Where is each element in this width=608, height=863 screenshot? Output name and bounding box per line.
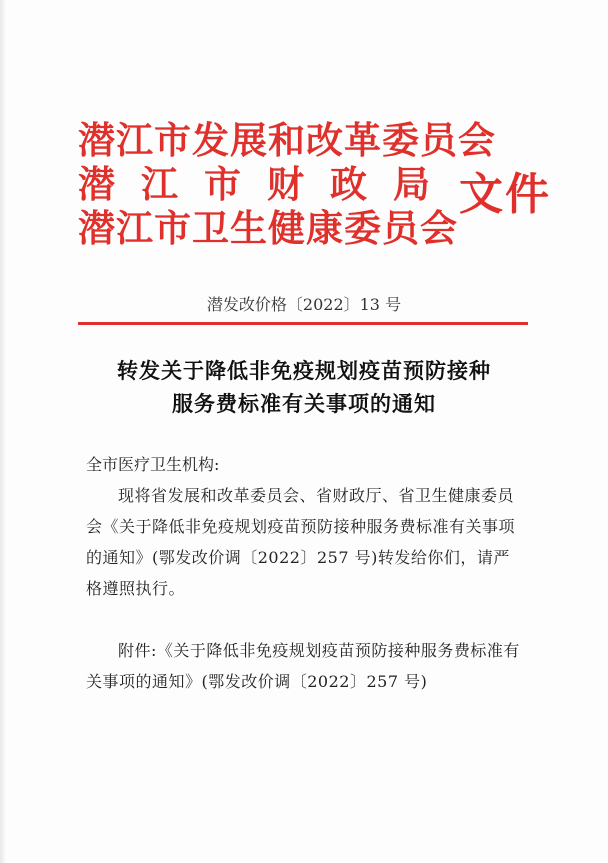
red-divider-line	[78, 322, 528, 325]
document-title-line-2: 服务费标准有关事项的通知	[172, 391, 436, 416]
attachment-note: 附件:《关于降低非免疫规划疫苗预防接种服务费标准有关事项的通知》(鄂发改价调〔2022〕257 号)	[86, 641, 520, 691]
scan-edge	[0, 0, 6, 863]
finance-bureau-char: 政	[330, 162, 368, 206]
document-suffix: 文件	[459, 169, 551, 220]
body-paragraph: 现将省发展和改革委员会、省财政厅、省卫生健康委员会《关于降低非免疫规划疫苗预防接种服务费标准有关事项的通知》(鄂发改价调〔2022〕257 号)转发给你们，请严格遵照执行。	[86, 486, 516, 598]
finance-bureau-char: 江	[141, 162, 179, 206]
issuer-health-commission: 潜江市卫生健康委员会	[78, 206, 458, 250]
red-letterhead	[78, 118, 551, 258]
document-number: 潜发改价格〔2022〕13 号	[206, 295, 402, 314]
finance-bureau-char: 局	[393, 162, 431, 206]
finance-bureau-char: 潜	[78, 162, 116, 206]
salutation: 全市医疗卫生机构:	[86, 455, 220, 474]
document-title-line-1: 转发关于降低非免疫规划疫苗预防接种	[117, 358, 491, 383]
issuer-finance-bureau	[78, 162, 433, 206]
finance-bureau-char: 财	[267, 162, 305, 206]
issuer-development-reform-commission: 潜江市发展和改革委员会	[78, 118, 496, 162]
finance-bureau-char: 市	[204, 162, 242, 206]
